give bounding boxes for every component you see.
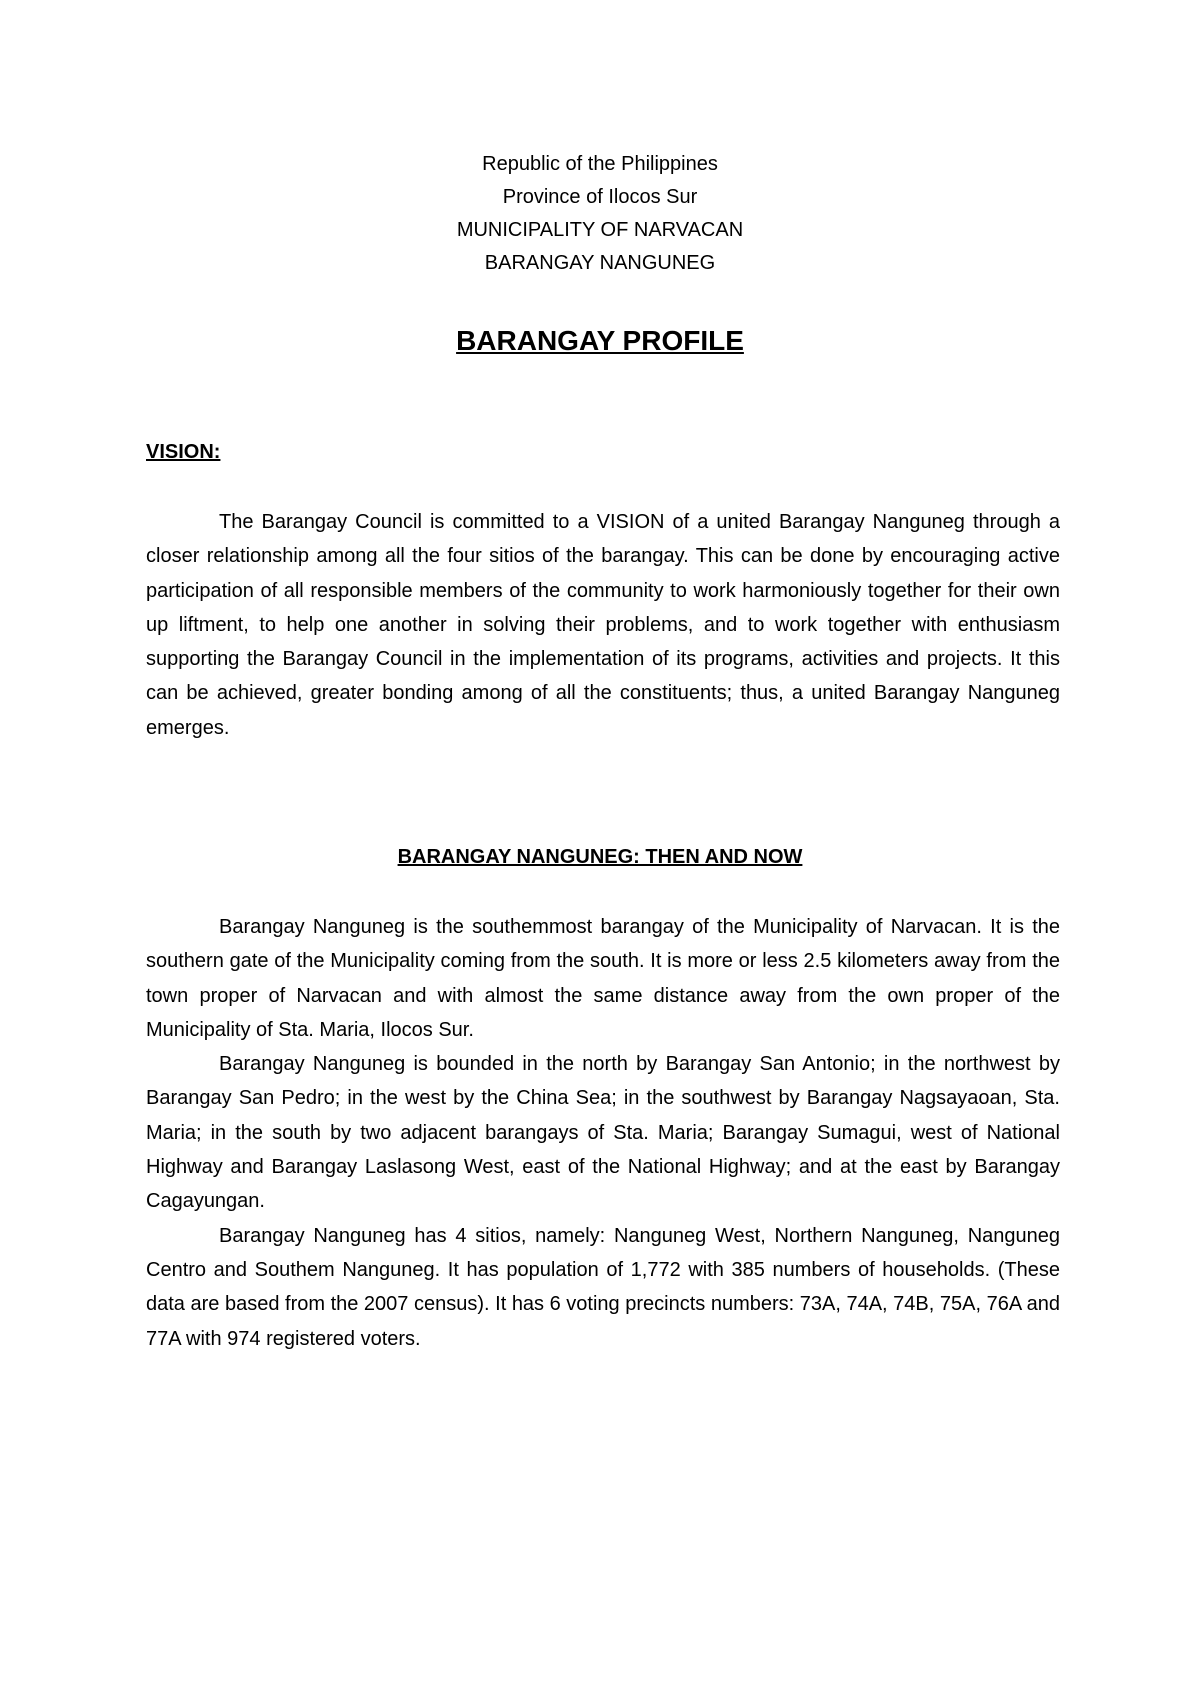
letterhead-barangay: BARANGAY NANGUNEG <box>484 252 716 274</box>
letterhead-province: Province of Ilocos Sur <box>502 186 698 208</box>
document-title: BARANGAY PROFILE <box>456 325 744 356</box>
history-paragraph-location: Barangay Nanguneg is the southemmost barangay of the Municipality of Narvacan. It is the southern gate of the Municipality coming from the south. It is more or less 2.5 kilometers away from the town proper of Narvacan and with almost the same distance away from the own proper of the Municipality of Sta. Maria, Ilocos Sur. <box>146 916 1060 1041</box>
history-paragraph-sitios: Barangay Nanguneg has 4 sitios, namely: Nanguneg West, Northern Nanguneg, Nanguneg Centro and Southem Nanguneg. It has population of 1,772 with 385 numbers of households. (These data are based from the 2007 census). It has 6 voting precincts numbers: 73A, 74A, 74B, 75A, 76A and 77A with 974 registered voters. <box>146 1224 1060 1350</box>
letterhead-republic: Republic of the Philippines <box>482 153 718 175</box>
letterhead <box>0 148 1200 280</box>
history-section <box>146 910 1060 1356</box>
letterhead-municipality: MUNICIPALITY OF NARVACAN <box>456 219 744 241</box>
vision-label: VISION: <box>146 441 221 463</box>
history-paragraph-boundaries: Barangay Nanguneg is bounded in the north by Barangay San Antonio; in the northwest by Barangay San Pedro; in the west by the China Sea; in the southwest by Barangay Nagsayaoan, Sta. Maria; in the south by two adjacent barangays of Sta. Maria; Barangay Sumagui, west of National Highway and Barangay Laslasong West, east of the National Highway; and at the east by Barangay Cagayungan. <box>146 1053 1060 1213</box>
vision-paragraph: The Barangay Council is committed to a VISION of a united Barangay Nanguneg through a closer relationship among all the four sitios of the barangay. This can be done by encouraging active participation of all responsible members of the community to work harmoniously together for their own up liftment, to help one another in solving their problems, and to work together with enthusiasm supporting the Barangay Council in the implementation of its programs, activities and projects. It this can be achieved, greater bonding among of all the constituents; thus, a united Barangay Nanguneg emerges. <box>146 511 1060 739</box>
history-heading: BARANGAY NANGUNEG: THEN AND NOW <box>397 846 803 868</box>
vision-section <box>146 505 1060 745</box>
